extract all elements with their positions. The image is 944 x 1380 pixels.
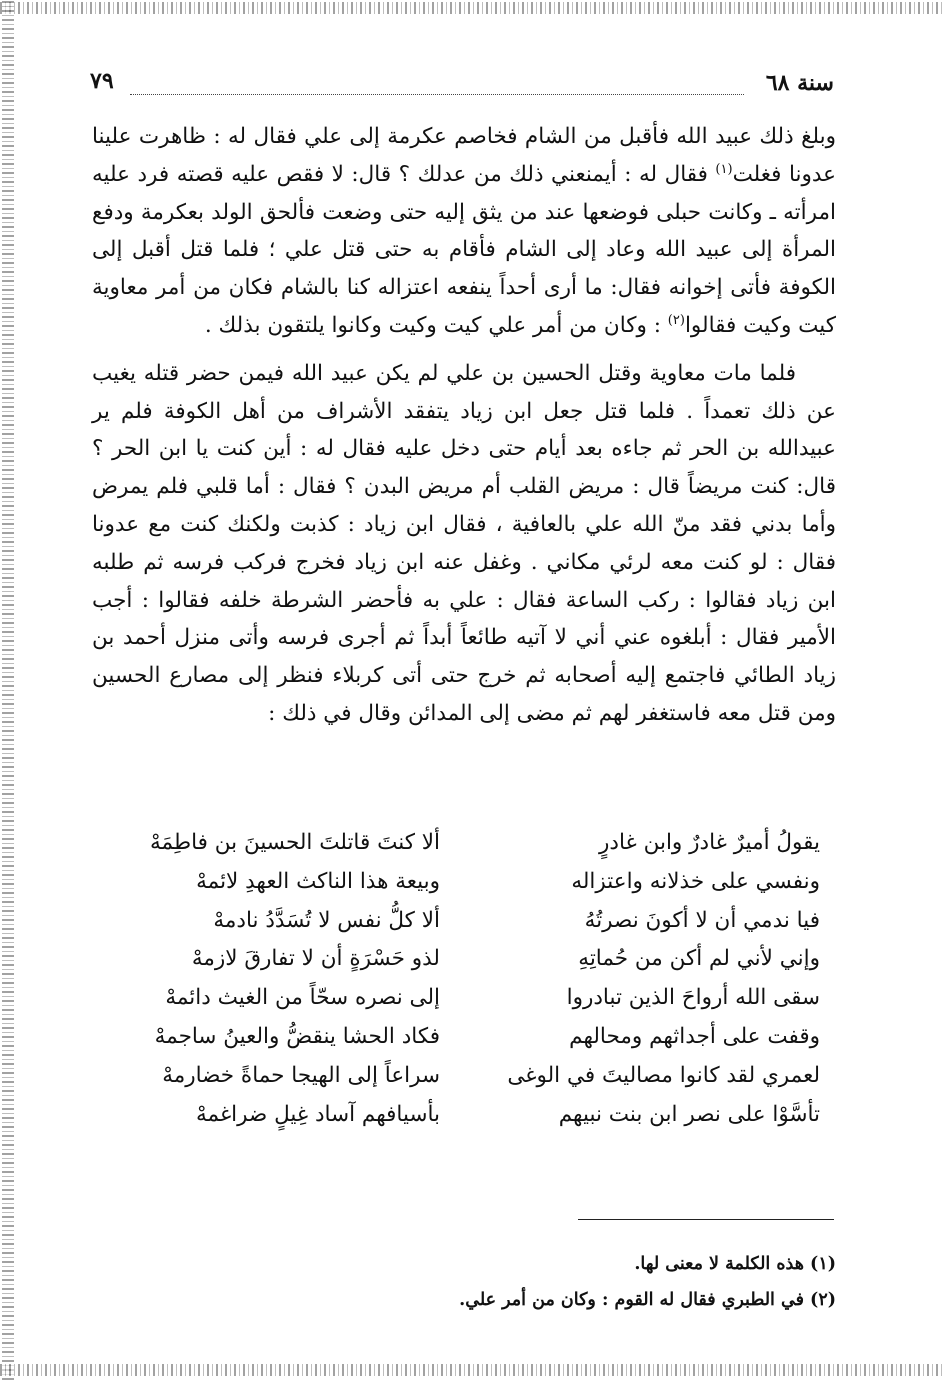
verse-second-hemistich: بأسيافهم آساد غِيلٍ ضراغمهْ xyxy=(195,1101,440,1127)
verse-second-hemistich: ألا كنتَ قاتلتَ الحسينَ بن فاطِمَهْ xyxy=(150,830,440,855)
verse-second-hemistich: سراعاً إلى الهيجا حماةً خضارمهْ xyxy=(162,1062,440,1088)
verse-second-hemistich: إلى نصره سحّاً من الغيث دائمهْ xyxy=(165,985,440,1011)
paragraph-1 xyxy=(92,118,836,345)
footnote-1: (١) هذه الكلمة لا معنى لها. xyxy=(634,1254,836,1274)
footnote-ref-2: (٢) xyxy=(667,312,685,328)
poem-verse xyxy=(110,1102,820,1141)
main-text xyxy=(92,118,836,733)
verse-second-hemistich: لذو حَسْرَةٍ أن لا تفارقَ لازمهْ xyxy=(191,946,440,972)
header-dotted-rule xyxy=(130,94,744,95)
page-header xyxy=(90,68,834,108)
poem-verse xyxy=(110,1024,820,1063)
verse-second-hemistich: فكاد الحشا ينقضُّ والعينُ ساجمهْ xyxy=(154,1023,440,1049)
verse-first-hemistich: وقفت على أجداثهم ومحالهم xyxy=(569,1023,820,1049)
verse-second-hemistich: وبيعة هذا الناكث العهدِ لائمهْ xyxy=(196,868,440,894)
verse-first-hemistich: فيا ندمي أن لا أكونَ نصرتُهُ xyxy=(584,907,820,933)
poem-verse xyxy=(110,830,820,869)
footnote-2: (٢) في الطبري فقال له القوم : وكان من أمر علي. xyxy=(459,1290,836,1310)
footnote-ref-1: (١) xyxy=(715,161,733,177)
running-head: سنة ٦٨ xyxy=(765,70,834,96)
verse-first-hemistich: يقولُ أميرٌ غادرٌ وابن غادرٍ xyxy=(599,830,820,855)
poem xyxy=(110,830,820,1140)
decorative-border-top xyxy=(0,2,944,14)
poem-verse xyxy=(110,985,820,1024)
paragraph-2: فلما مات معاوية وقتل الحسين بن علي لم يكن عبيد الله فيمن حضر قتله يغيب عن ذلك تعمداً . فلما قتل جعل ابن زياد يتفقد الأشراف من أهل الكوفة فلم ير عبيدالله بن الحر ثم جاءه بعد أيام حتى دخل عليه فقال له : أين كنت يا ابن الحر ؟ قال: كنت مريضاً قال : مريض القلب أم مريض البدن ؟ فقال : أما قلبي فلم يمرض وأما بدني فقد منّ الله علي بالعافية ، فقال ابن زياد : كذبت ولكنك كنت مع عدونا فقال : لو كنت معه لرئي مكاني . وغفل عنه ابن زياد فخرج فركب فرسه ثم طلبه ابن زياد فقالوا : ركب الساعة فقال : علي به فأحضر الشرطة خلفه فقالوا : أجب الأمير فقال : أبلغوه عني أني لا آتيه طائعاً أبداً ثم أجرى فرسه وأتى منزل أحمد بن زياد الطائي فاجتمع إليه أصحابه ثم خرج حتى أتى كربلاء فنظر إلى مصارع الحسين ومن قتل معه فاستغفر لهم ثم مضى إلى المدائن وقال في ذلك : xyxy=(92,360,836,726)
paragraph-1-part-2: فقال له : أيمنعني ذلك من عدلك ؟ قال: لا فقص عليه قصته فرد عليه امرأته ـ وكانت حبلى فوضعها عند من يثق إليه حتى وضعت فألحق الولد بعكرمة ودفع المرأة إلى عبيد الله وعاد إلى الشام فأقام به حتى قتل علي ؛ فلما قتل أقبل إلى الكوفة فأتى إخوانه فقال: ما أرى أحداً ينفعه اعتزاله كنا بالشام فكان من أمر معاوية كيت وكيت فقالوا xyxy=(92,161,836,338)
verse-first-hemistich: سقى الله أرواحَ الذين تبادروا xyxy=(566,985,820,1011)
verse-first-hemistich: تأسَّوْا على نصر ابن بنت نبيهم xyxy=(558,1101,820,1127)
footnotes xyxy=(360,1246,836,1318)
footnote-separator xyxy=(578,1219,834,1220)
paragraph-1-part-3: : وكان من أمر علي كيت وكيت وكانوا يلتقون بذلك . xyxy=(204,312,668,338)
page-number: ٧٩ xyxy=(90,68,114,94)
verse-second-hemistich: ألا كلُّ نفس لا تُسَدَّدُ نادمهْ xyxy=(213,907,440,933)
poem-verse xyxy=(110,869,820,908)
verse-first-hemistich: وإني لأني لم أكن من حُماتِهِ xyxy=(578,946,820,972)
poem-verse xyxy=(110,908,820,947)
poem-verse xyxy=(110,1063,820,1102)
poem-verse xyxy=(110,946,820,985)
decorative-border-left xyxy=(2,0,14,1380)
verse-first-hemistich: ونفسي على خذلانه واعتزاله xyxy=(571,868,820,894)
decorative-border-bottom xyxy=(0,1364,944,1376)
paragraph-1-part-1: وبلغ ذلك عبيد الله فأقبل من الشام فخاصم عكرمة إلى علي فقال له : ظاهرت علينا عدونا فغلت xyxy=(92,124,836,187)
verse-first-hemistich: لعمري لقد كانوا مصاليتَ في الوغى xyxy=(507,1062,820,1088)
